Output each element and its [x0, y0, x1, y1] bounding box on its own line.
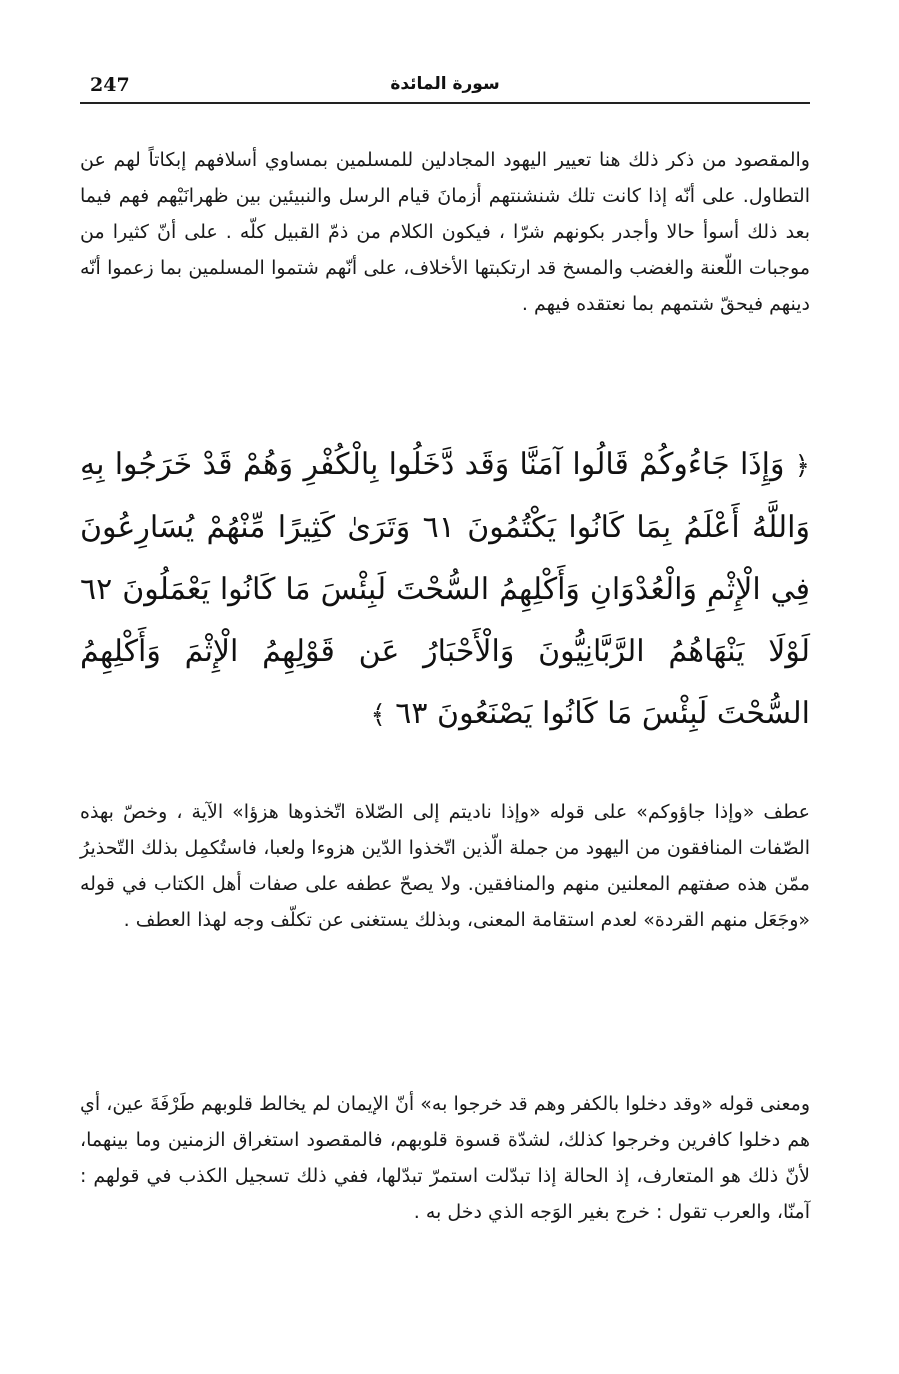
atf-paragraph: عطف «وإذا جاؤوكم» على قوله «وإذا ناديتم إلى الصّلاة اتّخذوها هزؤا» الآية ، وخصّ بهذه الصّفات المنافقون من اليهود من جملة الّذين اتّخذوا الدّين هزوءا ولعبا، فاستُكمِل بذلك التّحذيرُ ممّن هذه صفتهم المعلنين منهم والمنافقين. ولا يصحّ عطفه على صفات أهل الكتاب في قوله «وجَعَل منهم القردة» لعدم استقامة المعنى، وبذلك يستغنى عن تكلّف وجه لهذا العطف . [80, 801, 810, 931]
quran-verse-block [80, 434, 810, 746]
verse-open-bracket: ﴿ [794, 451, 810, 481]
running-title: سورة المائدة [390, 74, 500, 94]
intro-paragraph: والمقصود من ذكر ذلك هنا تعيير اليهود المجادلين للمسلمين بمساوي أسلافهم إبكاتاً لهم عن التطاول. على أنّه إذا كانت تلك شنشنتهم أزمانَ قيام الرسل والنبيئين بين ظهرانَيْهم فهم فيما بعد ذلك أسوأ حالا وأجدر بكونهم شرّا ، فيكون الكلام من ذمّ القبيل كلّه . على أنّ كثيرا من موجبات اللّعنة والغضب والمسخ قد ارتكبتها الأخلاف، على أنّهم شتموا المسلمين بما زعموا أنّه دينهم فيحقّ شتمهم بما نعتقده فيهم . [80, 149, 810, 315]
page-header [80, 72, 810, 104]
header-rule [80, 102, 810, 104]
verse-close-bracket: ﴾ [370, 700, 386, 730]
book-page [80, 72, 810, 1322]
verse-text: وَإِذَا جَاءُوكُمْ قَالُوا آمَنَّا وَقَد دَّخَلُوا بِالْكُفْرِ وَهُمْ قَدْ خَرَجُوا بِهِ وَاللَّهُ أَعْلَمُ بِمَا كَانُوا يَكْتُمُونَ ٦١ وَتَرَىٰ كَثِيرًا مِّنْهُمْ يُسَارِعُونَ فِي الْإِثْمِ وَالْعُدْوَانِ وَأَكْلِهِمُ السُّحْتَ لَبِئْسَ مَا كَانُوا يَعْمَلُونَ ٦٢ لَوْلَا يَنْهَاهُمُ الرَّبَّانِيُّونَ وَالْأَحْبَارُ عَن قَوْلِهِمُ الْإِثْمَ وَأَكْلِهِمُ السُّحْتَ لَبِئْسَ مَا كَانُوا يَصْنَعُونَ ٦٣ [80, 447, 810, 731]
meaning-paragraph: ومعنى قوله «وقد دخلوا بالكفر وهم قد خرجوا به» أنّ الإيمان لم يخالط قلوبهم طَرْفَةَ عين، أي هم دخلوا كافرين وخرجوا كذلك، لشدّة قسوة قلوبهم، فالمقصود استغراق الزمنين وما بينهما، لأنّ ذلك هو المتعارف، إذ الحالة إذا تبدّلت استمرّ تبدّلها، ففي ذلك تسجيل الكذب في قولهم : آمنّا، والعرب تقول : خرج بغير الوَجه الذي دخل به . [80, 1093, 810, 1223]
page-number: 247 [90, 74, 130, 96]
